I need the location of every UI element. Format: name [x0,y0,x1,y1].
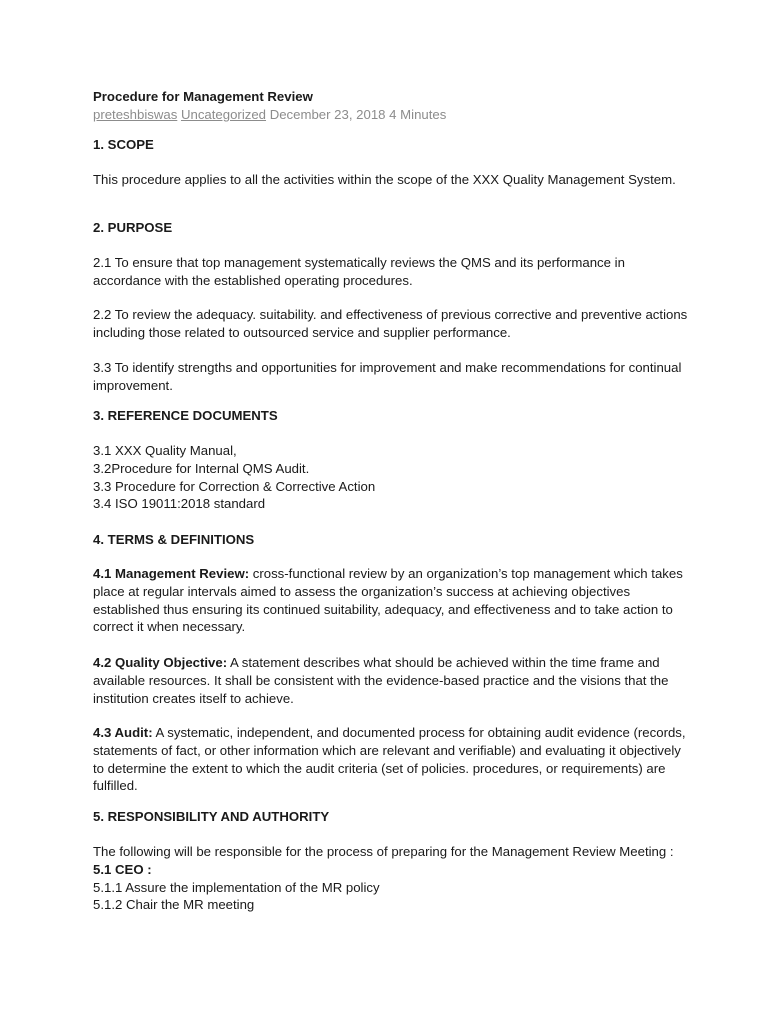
section-heading-purpose: 2. PURPOSE [93,220,173,235]
definition-management-review [93,565,693,636]
definition-term: 4.1 Management Review: [93,566,250,581]
list-item: 5.1.2 Chair the MR meeting [93,897,255,913]
definition-text: cross-functional review by an organization’s top management which takes place at regular intervals aimed to assess the organization’s success at achieving objectives established thus ensuring its continued suitability, adequacy, and effectiveness and to take action to correct it when necessary. [93,566,683,635]
responsibility-intro: The following will be responsible for the process of preparing for the Management Review Meeting : [93,844,674,859]
definition-text: A statement describes what should be achieved within the time frame and available resources. It shall be consistent with the evidence-based practice and the visions that the institution creates itself to achieve. [93,655,669,706]
list-item: 3.2Procedure for Internal QMS Audit. [93,460,310,476]
date-readtime: December 23, 2018 4 Minutes [269,107,447,122]
responsibility-block [93,843,693,914]
section-heading-responsibility: 5. RESPONSIBILITY AND AUTHORITY [93,809,330,824]
definition-text: A systematic, independent, and documented process for obtaining audit evidence (records, statements of fact, or other information which are relevant and verifiable) and evaluating it objectively to determine the extent to which the audit criteria (set of policies. procedures, or requirements) are fulfilled. [93,725,686,794]
section-heading-scope: 1. SCOPE [93,137,154,152]
definition-term: 4.2 Quality Objective: [93,655,228,670]
purpose-2-2: 2.2 To review the adequacy. suitability. and effectiveness of previous corrective and preventive actions including those related to outsourced service and supplier performance. [93,307,688,340]
list-item: 3.1 XXX Quality Manual, [93,443,237,458]
post-meta [93,106,693,124]
category-link[interactable]: Uncategorized [180,107,267,122]
list-item: 3.3 Procedure for Correction & Corrective Action [93,478,376,494]
reference-list [93,442,693,513]
subsection-ceo: 5.1 CEO : [93,861,152,877]
scope-text: This procedure applies to all the activities within the scope of the XXX Quality Management System. [93,172,676,187]
author-link[interactable]: preteshbiswas [93,107,178,122]
list-item: 5.1.1 Assure the implementation of the MR policy [93,879,380,895]
purpose-2-1: 2.1 To ensure that top management systematically reviews the QMS and its performance in accordance with the established operating procedures. [93,255,625,288]
purpose-3-3: 3.3 To identify strengths and opportunities for improvement and make recommendations for continual improvement. [93,360,682,393]
definition-quality-objective [93,654,693,707]
section-heading-reference: 3. REFERENCE DOCUMENTS [93,408,278,423]
definition-audit [93,724,693,795]
section-heading-terms: 4. TERMS & DEFINITIONS [93,532,255,547]
list-item: 3.4 ISO 19011:2018 standard [93,496,266,512]
definition-term: 4.3 Audit: [93,725,153,740]
page-title: Procedure for Management Review [93,89,313,104]
